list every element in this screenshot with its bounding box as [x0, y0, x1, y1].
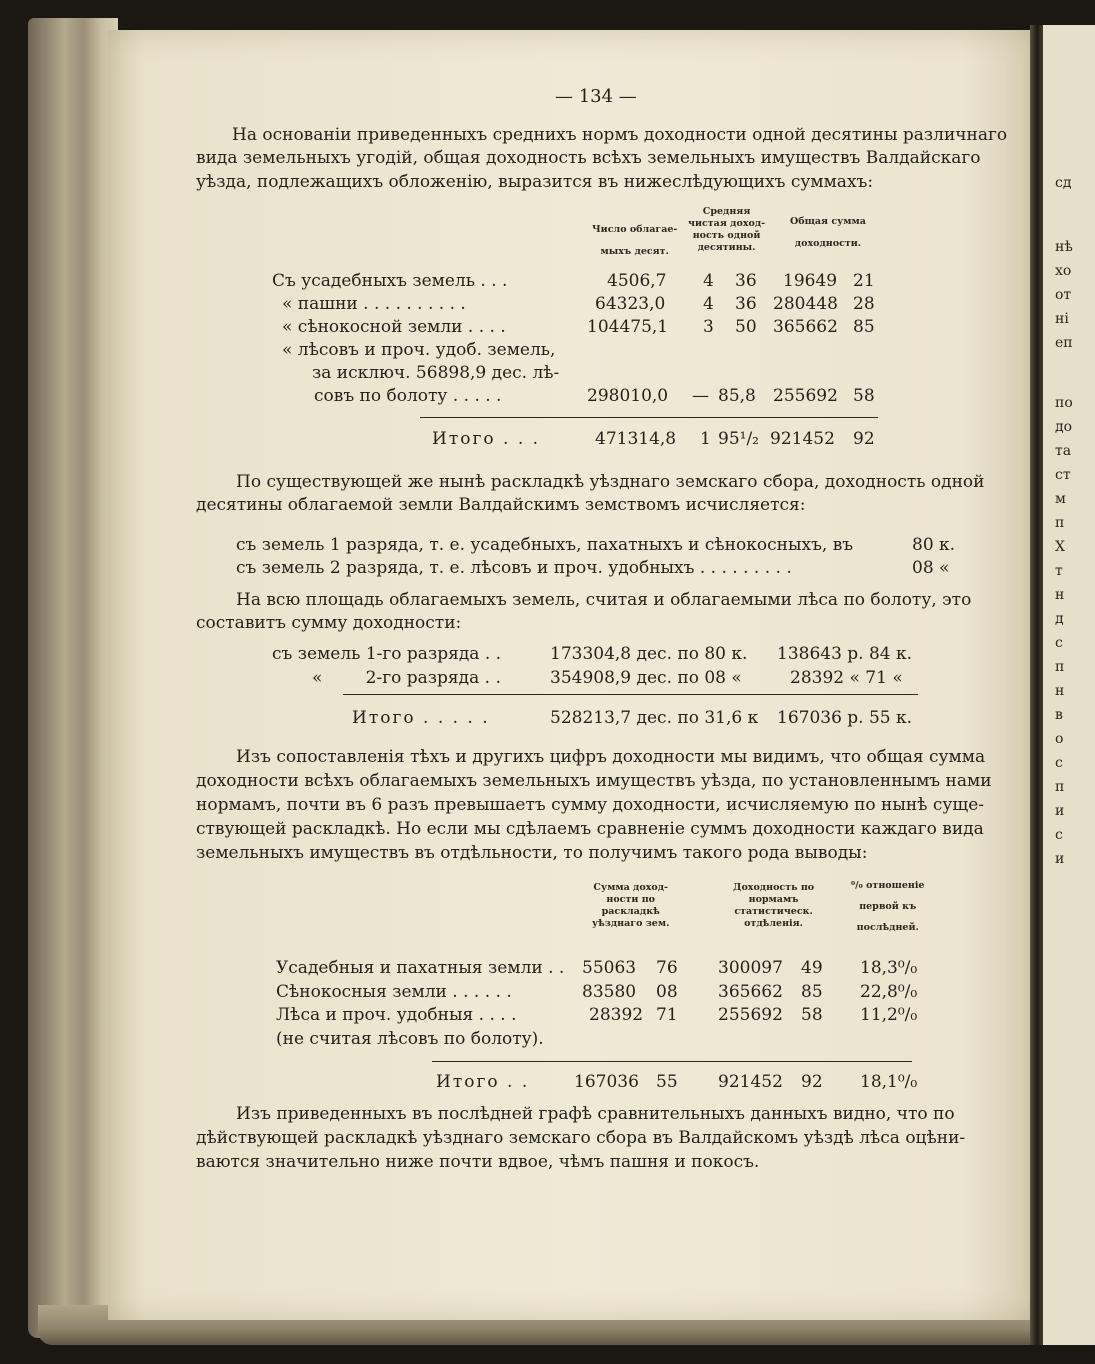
t1-total-kop: 92: [853, 429, 875, 449]
rate1-text: съ земель 1 разряда, т. е. усадебныхъ, пахатныхъ и сѣнокосныхъ, въ: [236, 535, 854, 555]
para5-line2: дѣйствующей раскладкѣ уѣзднаго земскаго сбора въ Валдайскомъ уѣздѣ лѣса оцѣни-: [196, 1128, 966, 1148]
t1-row2-kop: 28: [853, 294, 875, 314]
t1-row3-sum: 365662: [773, 317, 838, 337]
t1-row2-r: 4: [703, 294, 714, 314]
next-page-text-fragment: д: [1055, 611, 1064, 627]
t2-row2-label: « 2-го разряда . .: [312, 668, 501, 688]
t3-row2-label: Сѣнокосныя земли . . . . . .: [276, 982, 512, 1002]
t3-row3-a: 28392: [589, 1005, 644, 1025]
para5-line3: ваются значительно ниже почти вдвое, чѣмъ пашня и покосъ.: [196, 1152, 760, 1172]
t1-row6-area: 298010,0: [587, 386, 669, 406]
book-gutter: [1030, 25, 1044, 1345]
next-page-text-fragment: та: [1055, 443, 1072, 459]
next-page-fragment: [1043, 25, 1095, 1345]
next-page-text-fragment: по: [1055, 395, 1073, 411]
t1-row6-r: —: [692, 386, 709, 406]
t3-row3-bk: 58: [801, 1005, 823, 1025]
t1-row1-sum: 19649: [783, 271, 838, 291]
t2-total-sum: 167036 р. 55 к.: [777, 708, 913, 728]
t3-row2-a: 83580: [582, 982, 637, 1002]
next-page-text-fragment: п: [1055, 779, 1065, 795]
t2-row2-area: 354908,9 дес. по 08 «: [550, 668, 742, 688]
t1-header-avg: Средняя чистая доход- ность одной десятины.: [688, 206, 766, 253]
t3-row2-pct: 22,8⁰/₀: [860, 982, 918, 1002]
t2-row1-sum: 138643 р. 84 к.: [777, 644, 913, 664]
t2-row1-label: съ земель 1-го разряда . .: [272, 644, 502, 664]
t1-row3-label: « сѣнокосной земли . . . .: [282, 317, 506, 337]
t3-total-pct: 18,1⁰/₀: [860, 1072, 918, 1092]
next-page-text-fragment: п: [1055, 659, 1065, 675]
t3-total-b: 921452: [718, 1072, 783, 1092]
t3-total-a: 167036: [574, 1072, 639, 1092]
t1-total-area: 471314,8: [595, 429, 677, 449]
book-page-edges: [28, 18, 118, 1338]
t3-row2-bk: 85: [801, 982, 823, 1002]
rate1-value: 80 к.: [912, 535, 956, 555]
t1-total-r: 1: [700, 429, 711, 449]
t3-row2-b: 365662: [718, 982, 783, 1002]
rate2-text: съ земель 2 разряда, т. е. лѣсовъ и проч. удобныхъ . . . . . . . . .: [236, 558, 792, 578]
rate2-value: 08 «: [912, 558, 950, 578]
next-page-text-fragment: ст: [1055, 467, 1071, 483]
next-page-text-fragment: и: [1055, 851, 1065, 867]
t3-row3-b: 255692: [718, 1005, 783, 1025]
t1-row4-label: « лѣсовъ и проч. удоб. земель,: [282, 340, 556, 360]
t3-row1-b: 300097: [718, 958, 783, 978]
t3-row2-ak: 08: [656, 982, 678, 1002]
next-page-text-fragment: с: [1055, 635, 1063, 651]
para4-line1: Изъ сопоставленія тѣхъ и другихъ цифръ доходности мы видимъ, что общая сумма: [236, 747, 986, 767]
t1-total-label: Итого . . .: [432, 429, 541, 449]
t1-row6-label: совъ по болоту . . . . .: [314, 386, 502, 406]
t1-row6-sum: 255692: [773, 386, 838, 406]
t1-row1-label: Съ усадебныхъ земель . . .: [272, 271, 508, 291]
t1-row3-area: 104475,1: [587, 317, 669, 337]
t3-row1-pct: 18,3⁰/₀: [860, 958, 918, 978]
t1-row2-sum: 280448: [773, 294, 838, 314]
t1-row2-k: 36: [735, 294, 757, 314]
next-page-text-fragment: еп: [1055, 335, 1073, 351]
next-page-text-fragment: сд: [1055, 175, 1072, 191]
next-page-text-fragment: от: [1055, 287, 1072, 303]
t1-row3-kop: 85: [853, 317, 875, 337]
t1-row2-label: « пашни . . . . . . . . . .: [282, 294, 466, 314]
t1-header-total: Общая сумма доходности.: [790, 216, 866, 249]
para5-line1: Изъ приведенныхъ въ послѣдней графѣ сравнительныхъ данныхъ видно, что по: [236, 1104, 955, 1124]
para1-line2: вида земельныхъ угодій, общая доходность всѣхъ земельныхъ имуществъ Валдайскаго: [196, 148, 981, 168]
t1-row5-label: за исключ. 56898,9 дес. лѣ-: [312, 363, 560, 383]
t1-row2-area: 64323,0: [595, 294, 666, 314]
next-page-text-fragment: ні: [1055, 311, 1069, 327]
next-page-text-fragment: нѣ: [1055, 239, 1073, 255]
para3-line2: составитъ сумму доходности:: [196, 613, 462, 633]
t1-row3-k: 50: [735, 317, 757, 337]
t3-total-ak: 55: [656, 1072, 678, 1092]
next-page-text-fragment: и: [1055, 803, 1065, 819]
next-page-text-fragment: о: [1055, 731, 1064, 747]
t2-row2-sum: 28392 « 71 «: [790, 668, 903, 688]
t2-row1-area: 173304,8 дес. по 80 к.: [550, 644, 748, 664]
next-page-text-fragment: до: [1055, 419, 1073, 435]
t2-total-label: Итого . . . . .: [352, 708, 490, 728]
t1-row6-kop: 58: [853, 386, 875, 406]
t1-row1-area: 4506,7: [607, 271, 667, 291]
t1-row1-kop: 21: [853, 271, 875, 291]
next-page-text-fragment: м: [1055, 491, 1066, 507]
t1-total-sum: 921452: [770, 429, 835, 449]
page-number: — 134 —: [555, 86, 637, 107]
t3-header-col3: ⁰/₀ отношеніе первой къ послѣдней.: [851, 880, 925, 933]
next-page-text-fragment: хо: [1055, 263, 1072, 279]
next-page-text-fragment: н: [1055, 587, 1065, 603]
next-page-text-fragment: с: [1055, 755, 1063, 771]
para2-line1: По существующей же нынѣ раскладкѣ уѣзднаго земскаго сбора, доходность одной: [236, 472, 985, 492]
next-page-text-fragment: н: [1055, 683, 1065, 699]
t1-header-area: Число облагае- мыхъ десят.: [592, 224, 678, 257]
t1-row1-r: 4: [703, 271, 714, 291]
para4-line5: земельныхъ имуществъ въ отдѣльности, то получимъ такого рода выводы:: [196, 843, 868, 863]
t3-row3-label: Лѣса и проч. удобныя . . . .: [276, 1005, 517, 1025]
para2-line2: десятины облагаемой земли Валдайскимъ земствомъ исчисляется:: [196, 495, 806, 515]
t3-total-bk: 92: [801, 1072, 823, 1092]
t1-row1-k: 36: [735, 271, 757, 291]
t2-total-area: 528213,7 дес. по 31,6 к: [550, 708, 759, 728]
t3-row1-bk: 49: [801, 958, 823, 978]
para4-line3: нормамъ, почти въ 6 разъ превышаетъ сумму доходности, исчисляемую по нынѣ суще-: [196, 795, 985, 815]
t3-row1-a: 55063: [582, 958, 637, 978]
t3-total-label: Итого . .: [436, 1072, 530, 1092]
t3-row1-ak: 76: [656, 958, 678, 978]
t3-row3-pct: 11,2⁰/₀: [860, 1005, 918, 1025]
t2-total-rule: [343, 694, 918, 695]
t3-row1-label: Усадебныя и пахатныя земли . .: [276, 958, 565, 978]
para1-line3: уѣзда, подлежащихъ обложенію, выразится въ нижеслѣдующихъ суммахъ:: [196, 172, 874, 192]
t3-header-col1: Сумма доход- ности по раскладкѣ уѣзднаго зем.: [592, 882, 670, 929]
next-page-text-fragment: Х: [1055, 539, 1065, 555]
next-page-text-fragment: п: [1055, 515, 1065, 531]
t3-row3-ak: 71: [656, 1005, 678, 1025]
para1-line1: На основаніи приведенныхъ среднихъ нормъ доходности одной десятины различнаго: [232, 125, 1008, 145]
para3-line1: На всю площадь облагаемыхъ земель, считая и облагаемыми лѣса по болоту, это: [236, 590, 972, 610]
para4-line2: доходности всѣхъ облагаемыхъ земельныхъ имуществъ уѣзда, по установленнымъ нами: [196, 771, 992, 791]
t3-total-rule: [432, 1061, 912, 1062]
t3-header-col2: Доходность по нормамъ статистическ. отдѣленія.: [733, 882, 815, 929]
t3-row4-label: (не считая лѣсовъ по болоту).: [276, 1029, 544, 1049]
t1-row3-r: 3: [703, 317, 714, 337]
next-page-text-fragment: т: [1055, 563, 1063, 579]
t1-total-k: 95¹/₂: [718, 429, 759, 449]
next-page-text-fragment: в: [1055, 707, 1063, 723]
t1-total-rule: [420, 417, 878, 418]
para4-line4: ствующей раскладкѣ. Но если мы сдѣлаемъ сравненіе суммъ доходности каждаго вида: [196, 819, 984, 839]
next-page-text-fragment: с: [1055, 827, 1063, 843]
t1-row6-k: 85,8: [718, 386, 756, 406]
